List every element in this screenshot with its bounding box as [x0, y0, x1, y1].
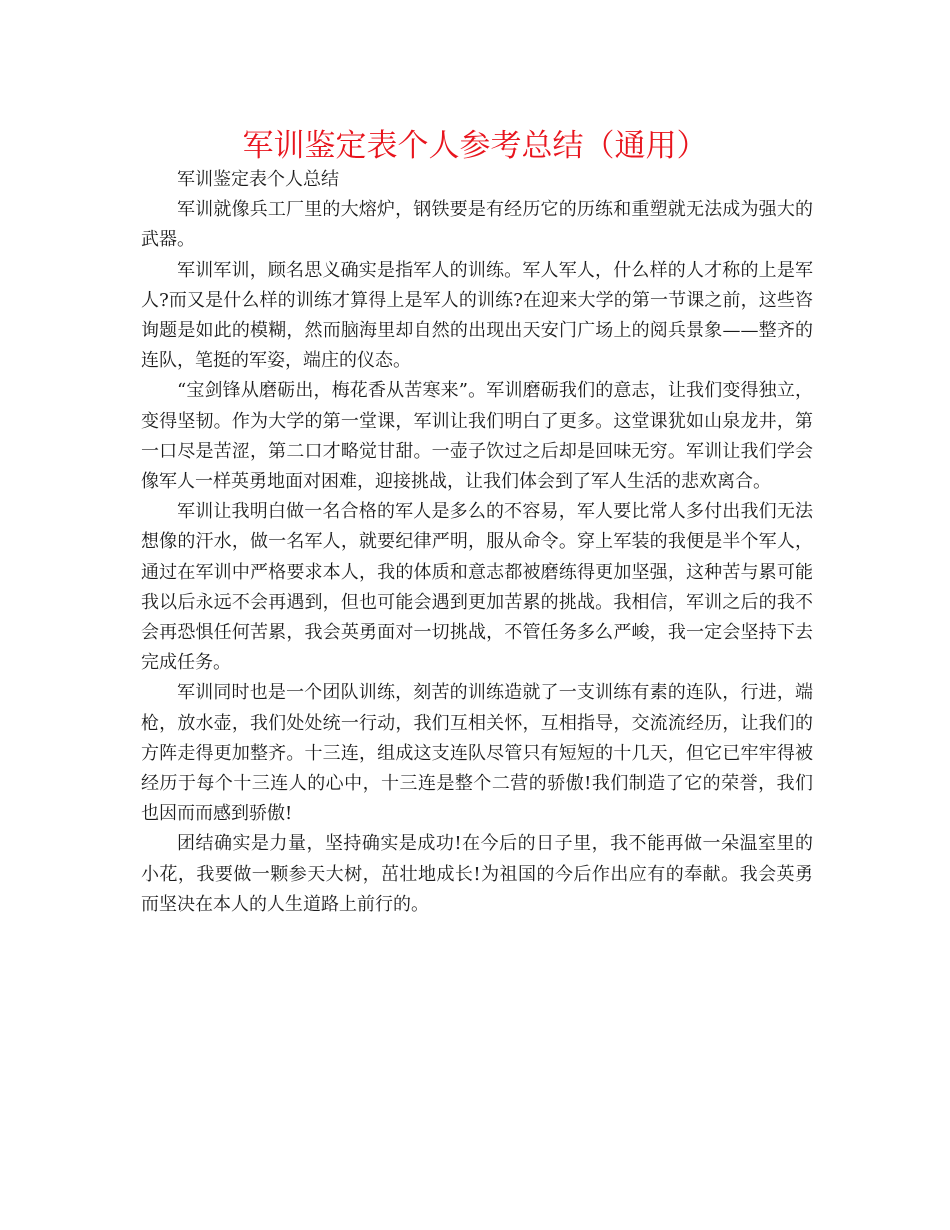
paragraph: 军训同时也是一个团队训练，刻苦的训练造就了一支训练有素的连队，行进，端枪，放水壶，我们处处统一行动，我们互相关怀，互相指导，交流流经历，让我们的方阵走得更加整齐。十三连，组成这支连队尽管只有短短的十几天，但它已牢牢得被经历于每个十三连人的心中，十三连是整个二营的骄傲!我们制造了它的荣誉，我们也因而而感到骄傲!: [141, 682, 813, 825]
paragraph: 军训让我明白做一名合格的军人是多么的不容易，军人要比常人多付出我们无法想像的汗水，做一名军人，就要纪律严明，服从命令。穿上军装的我便是半个军人，通过在军训中严格要求本人，我的体质和意志都被磨练得更加坚强，这种苦与累可能我以后永远不会再遇到，但也可能会遇到更加苦累的挑战。我相信，军训之后的我不会再恐惧任何苦累，我会英勇面对一切挑战，不管任务多么严峻，我一定会坚持下去完成任务。: [141, 501, 813, 674]
paragraph-subtitle: 军训鉴定表个人总结: [177, 169, 339, 190]
paragraph: 军训军训，顾名思义确实是指军人的训练。军人军人，什么样的人才称的上是军人?而又是什么样的训练才算得上是军人的训练?在迎来大学的第一节课之前，这些咨询题是如此的模糊，然而脑海里却自然的出现出天安门广场上的阅兵景象——整齐的连队，笔挺的军姿，端庄的仪态。: [141, 259, 813, 372]
paragraph: 军训就像兵工厂里的大熔炉，钢铁要是有经历它的历练和重塑就无法成为强大的武器。: [141, 199, 813, 251]
document-title: 军训鉴定表个人参考总结（通用）: [242, 128, 708, 164]
paragraph: “宝剑锋从磨砺出，梅花香从苦寒来”。军训磨砺我们的意志，让我们变得独立，变得坚韧。作为大学的第一堂课，军训让我们明白了更多。这堂课犹如山泉龙井，第一口尽是苦涩，第二口才略觉甘甜。一壶子饮过之后却是回味无穷。军训让我们学会像军人一样英勇地面对困难，迎接挑战，让我们体会到了军人生活的悲欢离合。: [141, 380, 813, 493]
document-body: [141, 165, 813, 920]
paragraph: 团结确实是力量，坚持确实是成功!在今后的日子里，我不能再做一朵温室里的小花，我要做一颗参天大树，茁壮地成长!为祖国的今后作出应有的奉献。我会英勇而坚决在本人的人生道路上前行的。: [141, 833, 813, 915]
